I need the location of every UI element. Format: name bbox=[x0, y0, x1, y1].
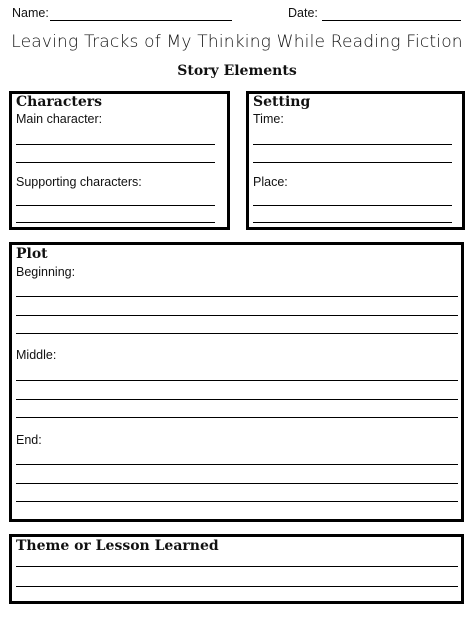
time-line-1[interactable] bbox=[253, 144, 452, 145]
end-line-1[interactable] bbox=[16, 464, 458, 465]
place-line-2[interactable] bbox=[253, 222, 452, 223]
theme-heading: Theme or Lesson Learned bbox=[16, 538, 219, 554]
end-label: End: bbox=[16, 433, 42, 447]
beginning-label: Beginning: bbox=[16, 265, 76, 279]
date-label: Date: bbox=[288, 6, 318, 20]
main-character-label: Main character: bbox=[16, 112, 103, 126]
beginning-line-2[interactable] bbox=[16, 315, 458, 316]
supporting-characters-label: Supporting characters: bbox=[16, 175, 142, 189]
date-field[interactable] bbox=[322, 20, 461, 21]
main-character-line-1[interactable] bbox=[16, 144, 215, 145]
place-label: Place: bbox=[253, 175, 288, 189]
name-field[interactable] bbox=[50, 20, 232, 21]
middle-line-3[interactable] bbox=[16, 417, 458, 418]
time-line-2[interactable] bbox=[253, 162, 452, 163]
middle-label: Middle: bbox=[16, 348, 57, 362]
characters-heading: Characters bbox=[16, 94, 102, 110]
supporting-characters-line-1[interactable] bbox=[16, 205, 215, 206]
place-line-1[interactable] bbox=[253, 205, 452, 206]
plot-heading: Plot bbox=[16, 246, 48, 262]
theme-line-1[interactable] bbox=[16, 566, 458, 567]
main-character-line-2[interactable] bbox=[16, 162, 215, 163]
page-subtitle: Story Elements bbox=[177, 63, 297, 79]
beginning-line-1[interactable] bbox=[16, 296, 458, 297]
end-line-2[interactable] bbox=[16, 483, 458, 484]
setting-heading: Setting bbox=[253, 94, 311, 110]
middle-line-1[interactable] bbox=[16, 380, 458, 381]
middle-line-2[interactable] bbox=[16, 399, 458, 400]
time-label: Time: bbox=[253, 112, 284, 126]
plot-box bbox=[9, 242, 464, 522]
name-label: Name: bbox=[12, 6, 49, 20]
theme-line-2[interactable] bbox=[16, 586, 458, 587]
beginning-line-3[interactable] bbox=[16, 333, 458, 334]
page-title: Leaving Tracks of My Thinking While Reading Fiction bbox=[11, 32, 463, 52]
supporting-characters-line-2[interactable] bbox=[16, 222, 215, 223]
end-line-3[interactable] bbox=[16, 501, 458, 502]
